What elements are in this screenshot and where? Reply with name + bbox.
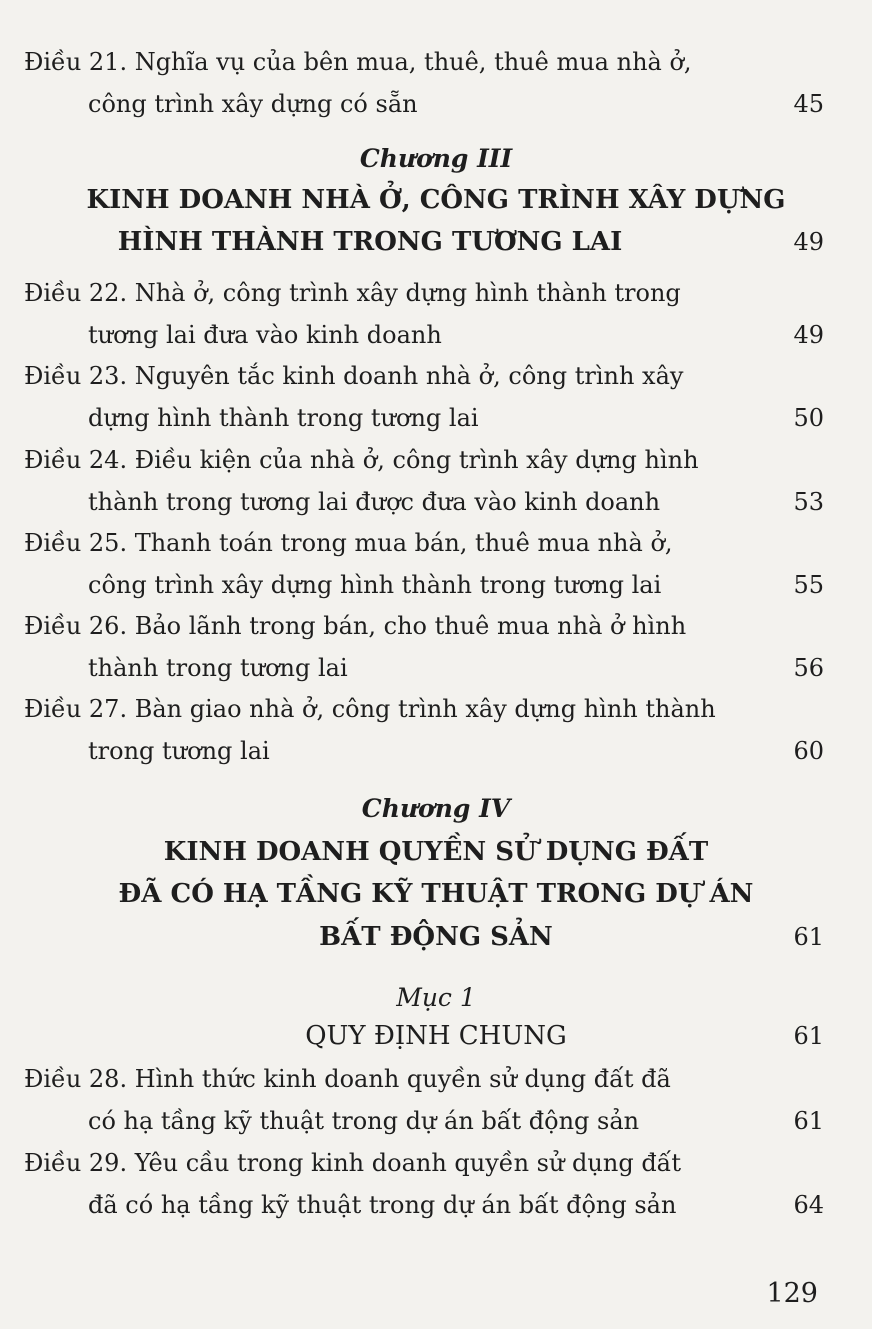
chapter-4-title-line-1: KINH DOANH QUYỀN SỬ DỤNG ĐẤT [163, 837, 709, 867]
entry-line-2: có hạ tầng kỹ thuật trong dự án bất động sản [88, 1107, 640, 1135]
chapter-3-label: Chương III [359, 144, 513, 173]
entry-line-1: Điều 24. Điều kiện của nhà ở, công trình xây dựng hình [24, 446, 699, 474]
entry-line-2: công trình xây dựng hình thành trong tương lai [88, 571, 662, 599]
entry-page-number: 49 [793, 321, 824, 349]
chapter-3-title-line-1: KINH DOANH NHÀ Ở, CÔNG TRÌNH XÂY DỰNG [86, 185, 786, 215]
entry-page-number: 56 [793, 654, 824, 682]
entry-line-2: tương lai đưa vào kinh doanh [88, 321, 442, 349]
entry-page-number: 45 [793, 90, 824, 118]
entry-page-number: 64 [793, 1191, 824, 1219]
entry-line-1: Điều 23. Nguyên tắc kinh doanh nhà ở, công trình xây [24, 362, 684, 390]
entry-line-2: đã có hạ tầng kỹ thuật trong dự án bất động sản [88, 1191, 677, 1219]
entry-line-2: công trình xây dựng có sẵn [88, 90, 418, 118]
entry-line-1: Điều 29. Yêu cầu trong kinh doanh quyền sử dụng đất [24, 1149, 682, 1177]
chapter-4-title-line-2: ĐÃ CÓ HẠ TẦNG KỸ THUẬT TRONG DỰ ÁN [118, 879, 754, 909]
chapter-4-page-number: 61 [793, 923, 824, 951]
entry-page-number: 50 [793, 404, 824, 432]
entry-page-number: 61 [793, 1107, 824, 1135]
entry-line-1: Điều 21. Nghĩa vụ của bên mua, thuê, thuê mua nhà ở, [24, 48, 692, 76]
entry-line-1: Điều 26. Bảo lãnh trong bán, cho thuê mua nhà ở hình [24, 612, 687, 640]
entry-line-1: Điều 25. Thanh toán trong mua bán, thuê mua nhà ở, [24, 529, 673, 557]
entry-page-number: 55 [793, 571, 824, 599]
entry-line-2: dựng hình thành trong tương lai [88, 404, 479, 432]
chapter-4-title-line-3: BẤT ĐỘNG SẢN [319, 922, 553, 952]
entry-line-2: thành trong tương lai [88, 654, 348, 682]
page-folio-number: 129 [766, 1278, 818, 1309]
entry-page-number: 60 [793, 737, 824, 765]
entry-line-2: trong tương lai [88, 737, 270, 765]
entry-page-number: 53 [793, 488, 824, 516]
section-1-title: QUY ĐỊNH CHUNG [305, 1021, 567, 1051]
entry-line-1: Điều 28. Hình thức kinh doanh quyền sử dụng đất đã [24, 1065, 671, 1093]
entry-line-1: Điều 22. Nhà ở, công trình xây dựng hình thành trong [24, 279, 681, 307]
chapter-3-page-number: 49 [793, 228, 824, 256]
chapter-4-label: Chương IV [361, 794, 511, 823]
chapter-3-title-line-2: HÌNH THÀNH TRONG TƯƠNG LAI [117, 227, 623, 257]
entry-line-1: Điều 27. Bàn giao nhà ở, công trình xây dựng hình thành [24, 695, 716, 723]
entry-line-2: thành trong tương lai được đưa vào kinh doanh [88, 488, 661, 516]
section-1-page-number: 61 [793, 1022, 824, 1050]
section-1-label: Mục 1 [396, 983, 476, 1012]
